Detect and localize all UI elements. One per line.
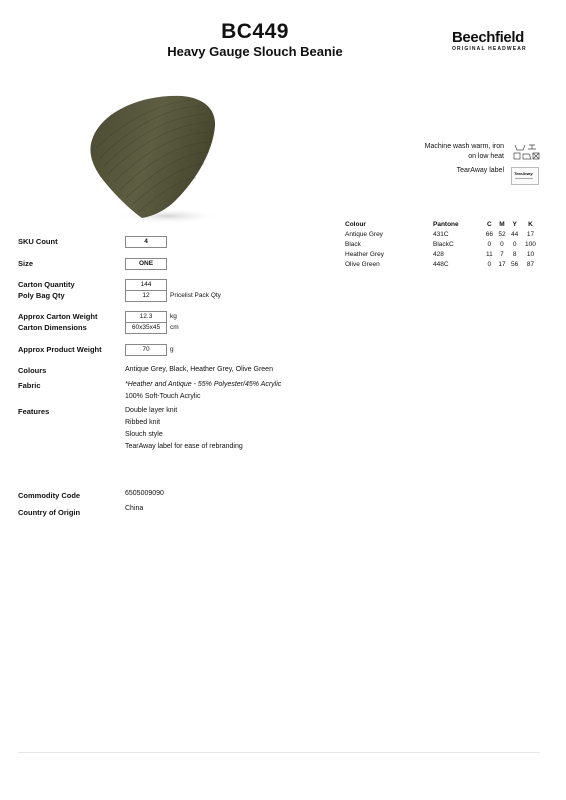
cell-k: 17 bbox=[526, 230, 535, 238]
cell-m: 52 bbox=[498, 230, 506, 238]
brand-tagline: ORIGINAL HEADWEAR bbox=[452, 46, 527, 52]
cell-colour: Heather Grey bbox=[345, 250, 385, 258]
beanie-body bbox=[90, 96, 215, 218]
cell-colour: Black bbox=[345, 240, 361, 248]
colour-table bbox=[345, 220, 540, 269]
cell-k: 87 bbox=[526, 260, 535, 268]
no-bleach-icon bbox=[528, 145, 536, 149]
product-name: Heavy Gauge Slouch Beanie bbox=[167, 44, 343, 59]
cell-y: 0 bbox=[512, 240, 517, 248]
brand-logo bbox=[452, 30, 540, 52]
sku-count-value: 4 bbox=[125, 236, 167, 248]
cell-y: 56 bbox=[511, 260, 519, 268]
care-heat-text: on low heat bbox=[468, 153, 504, 160]
cell-pantone: 431C bbox=[433, 230, 449, 238]
tearaway-label-icon bbox=[511, 167, 539, 185]
country-of-origin-label: Country of Origin bbox=[18, 508, 81, 517]
features-label: Features bbox=[18, 407, 50, 416]
cross-icon bbox=[533, 153, 539, 159]
colour-table-header bbox=[345, 220, 540, 229]
iron-icon bbox=[523, 154, 531, 159]
pricelist-pack-note: Pricelist Pack Qty bbox=[170, 292, 221, 299]
poly-bag-label: Poly Bag Qty bbox=[18, 291, 65, 300]
fabric-line-1: *Heather and Antique - 55% Polyester/45% Acrylic bbox=[125, 381, 282, 388]
product-weight-unit: g bbox=[170, 346, 174, 353]
cell-m: 7 bbox=[500, 250, 504, 258]
cell-pantone: 448C bbox=[433, 260, 449, 268]
commodity-code-value: 6505009090 bbox=[125, 490, 164, 497]
cell-m: 0 bbox=[500, 240, 504, 248]
carton-weight-value: 12.3 bbox=[125, 311, 167, 323]
carton-quantity-value: 144 bbox=[125, 279, 167, 291]
size-label: Size bbox=[18, 259, 34, 268]
tumble-dry-icon bbox=[514, 153, 520, 159]
tearaway-icon-text: TearAway bbox=[514, 171, 533, 176]
product-weight-label: Approx Product Weight bbox=[18, 345, 102, 354]
header-y: Y bbox=[512, 221, 517, 228]
product-code: BC449 bbox=[221, 20, 289, 43]
cell-c: 0 bbox=[487, 240, 492, 248]
commodity-code-label: Commodity Code bbox=[18, 491, 81, 500]
header-c: C bbox=[486, 221, 492, 228]
product-weight-value: 70 bbox=[125, 344, 167, 356]
cell-c: 0 bbox=[487, 260, 492, 268]
care-instructions bbox=[360, 142, 504, 162]
header-k: K bbox=[528, 221, 533, 228]
country-of-origin-value: China bbox=[125, 505, 144, 512]
header-m: M bbox=[499, 221, 505, 228]
brand-name: Beechfield bbox=[452, 29, 524, 46]
colours-label: Colours bbox=[18, 366, 47, 375]
fabric-line-2: 100% Soft-Touch Acrylic bbox=[125, 393, 201, 400]
sku-count-label: SKU Count bbox=[18, 237, 58, 246]
feature-item: TearAway label for ease of rebranding bbox=[125, 443, 243, 450]
cell-pantone: 428 bbox=[433, 250, 444, 258]
cell-c: 66 bbox=[485, 230, 493, 238]
feature-item: Slouch style bbox=[125, 431, 163, 438]
cell-m: 17 bbox=[498, 260, 506, 268]
table-row bbox=[345, 249, 540, 259]
cell-k: 100 bbox=[525, 240, 536, 248]
carton-weight-label: Approx Carton Weight bbox=[18, 312, 98, 321]
fabric-label: Fabric bbox=[18, 381, 41, 390]
care-symbols bbox=[512, 143, 540, 161]
table-row bbox=[345, 259, 540, 269]
cell-k: 10 bbox=[526, 250, 535, 258]
carton-weight-unit: kg bbox=[170, 313, 177, 320]
care-wash-text: Machine wash warm, iron bbox=[424, 143, 504, 150]
poly-bag-value: 12 bbox=[125, 290, 167, 302]
cell-y: 44 bbox=[511, 230, 519, 238]
cell-c: 11 bbox=[485, 250, 493, 258]
beanie-shadow bbox=[116, 208, 220, 224]
header-colour: Colour bbox=[345, 221, 366, 228]
cell-colour: Antique Grey bbox=[345, 230, 383, 238]
footer-divider bbox=[18, 752, 540, 753]
beanie-image bbox=[70, 88, 230, 233]
header-pantone: Pantone bbox=[433, 221, 459, 228]
feature-item: Double layer knit bbox=[125, 407, 178, 414]
table-row bbox=[345, 239, 540, 249]
tearaway-text: TearAway label bbox=[456, 167, 504, 174]
cell-pantone: BlackC bbox=[433, 240, 454, 248]
feature-item: Ribbed knit bbox=[125, 419, 161, 426]
carton-dimensions-value: 60x35x45 bbox=[125, 322, 167, 334]
colours-value: Antique Grey, Black, Heather Grey, Olive Green bbox=[125, 366, 273, 373]
cell-y: 8 bbox=[512, 250, 517, 258]
carton-dimensions-unit: cm bbox=[170, 324, 179, 331]
size-value: ONE bbox=[125, 258, 167, 270]
table-row bbox=[345, 229, 540, 239]
carton-dimensions-label: Carton Dimensions bbox=[18, 323, 87, 332]
cell-colour: Olive Green bbox=[345, 260, 380, 268]
carton-quantity-label: Carton Quantity bbox=[18, 280, 75, 289]
wash-icon bbox=[515, 145, 525, 150]
